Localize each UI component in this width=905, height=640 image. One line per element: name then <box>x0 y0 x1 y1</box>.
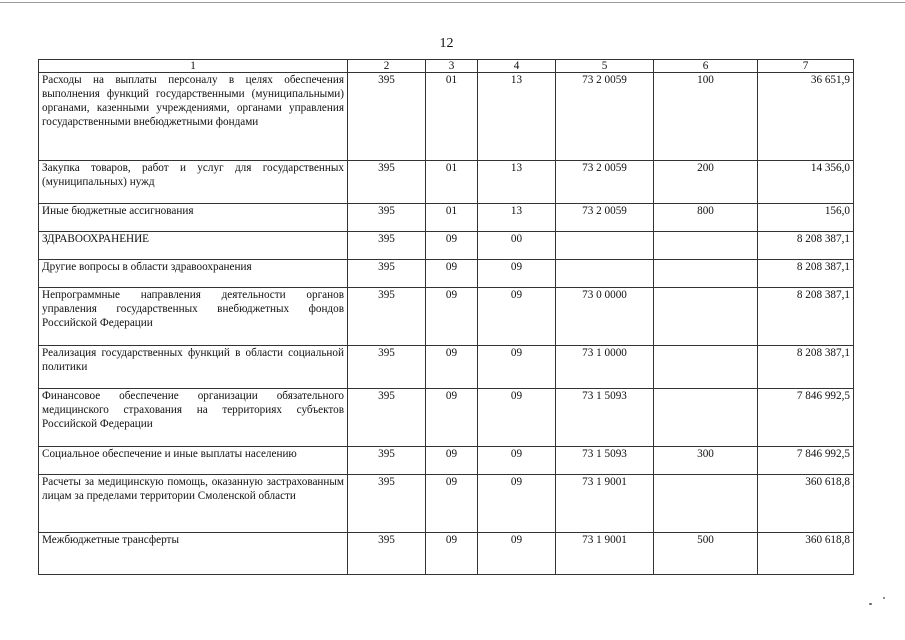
column-header: 5 <box>556 60 654 73</box>
row-subsection-code: 09 <box>478 389 556 447</box>
row-section-code: 01 <box>426 73 478 161</box>
row-ministry-code: 395 <box>348 475 426 533</box>
row-target-article <box>556 232 654 260</box>
table-row <box>39 475 854 533</box>
row-subsection-code: 09 <box>478 533 556 575</box>
row-name: Расходы на выплаты персоналу в целях обеспечения выполнения функций государственными (муниципальными) органами, казенными учреждениями, органами управления государственными внебюджетными фондами <box>39 73 348 161</box>
row-amount: 360 618,8 <box>758 533 854 575</box>
row-name: ЗДРАВООХРАНЕНИЕ <box>39 232 348 260</box>
row-expense-type: 200 <box>654 161 758 204</box>
row-ministry-code: 395 <box>348 73 426 161</box>
column-header: 3 <box>426 60 478 73</box>
row-ministry-code: 395 <box>348 447 426 475</box>
table-row <box>39 260 854 288</box>
row-section-code: 09 <box>426 346 478 389</box>
row-ministry-code: 395 <box>348 161 426 204</box>
row-subsection-code: 09 <box>478 475 556 533</box>
row-name: Другие вопросы в области здравоохранения <box>39 260 348 288</box>
row-target-article: 73 2 0059 <box>556 161 654 204</box>
row-amount: 7 846 992,5 <box>758 389 854 447</box>
row-section-code: 09 <box>426 533 478 575</box>
row-section-code: 09 <box>426 447 478 475</box>
row-ministry-code: 395 <box>348 232 426 260</box>
table-row <box>39 389 854 447</box>
page-number: 12 <box>439 36 454 51</box>
row-amount: 8 208 387,1 <box>758 232 854 260</box>
scan-speck <box>869 603 872 605</box>
row-expense-type: 100 <box>654 73 758 161</box>
row-subsection-code: 09 <box>478 346 556 389</box>
row-section-code: 09 <box>426 232 478 260</box>
row-name: Иные бюджетные ассигнования <box>39 204 348 232</box>
row-target-article: 73 1 0000 <box>556 346 654 389</box>
row-target-article: 73 2 0059 <box>556 204 654 232</box>
table-row <box>39 346 854 389</box>
row-subsection-code: 00 <box>478 232 556 260</box>
row-target-article: 73 0 0000 <box>556 288 654 346</box>
row-subsection-code: 13 <box>478 73 556 161</box>
row-name: Расчеты за медицинскую помощь, оказанную застрахованным лицам за пределами территории Смоленской области <box>39 475 348 533</box>
row-amount: 14 356,0 <box>758 161 854 204</box>
row-expense-type <box>654 288 758 346</box>
row-name: Реализация государственных функций в области социальной политики <box>39 346 348 389</box>
row-expense-type <box>654 475 758 533</box>
row-expense-type <box>654 346 758 389</box>
row-ministry-code: 395 <box>348 260 426 288</box>
row-name: Социальное обеспечение и иные выплаты населению <box>39 447 348 475</box>
row-expense-type <box>654 389 758 447</box>
row-ministry-code: 395 <box>348 204 426 232</box>
table-row <box>39 73 854 161</box>
scan-top-edge <box>0 2 905 3</box>
column-header: 6 <box>654 60 758 73</box>
row-name: Непрограммные направления деятельности органов управления государственных внебюджетных фондов Российской Федерации <box>39 288 348 346</box>
row-subsection-code: 13 <box>478 161 556 204</box>
row-section-code: 09 <box>426 260 478 288</box>
column-header: 7 <box>758 60 854 73</box>
table-row <box>39 204 854 232</box>
row-amount: 8 208 387,1 <box>758 346 854 389</box>
budget-table <box>38 59 854 575</box>
row-section-code: 09 <box>426 288 478 346</box>
row-ministry-code: 395 <box>348 389 426 447</box>
row-expense-type: 300 <box>654 447 758 475</box>
column-header: 2 <box>348 60 426 73</box>
row-subsection-code: 09 <box>478 288 556 346</box>
row-target-article: 73 1 9001 <box>556 475 654 533</box>
row-amount: 156,0 <box>758 204 854 232</box>
table-row <box>39 288 854 346</box>
row-amount: 8 208 387,1 <box>758 260 854 288</box>
column-header: 1 <box>39 60 348 73</box>
scan-speck <box>883 597 885 599</box>
table-header-row <box>39 60 854 73</box>
row-ministry-code: 395 <box>348 288 426 346</box>
row-amount: 8 208 387,1 <box>758 288 854 346</box>
row-ministry-code: 395 <box>348 533 426 575</box>
row-section-code: 01 <box>426 161 478 204</box>
row-subsection-code: 13 <box>478 204 556 232</box>
row-expense-type <box>654 260 758 288</box>
table-row <box>39 232 854 260</box>
row-name: Финансовое обеспечение организации обязательного медицинского страхования на территориях субъектов Российской Федерации <box>39 389 348 447</box>
row-subsection-code: 09 <box>478 447 556 475</box>
row-subsection-code: 09 <box>478 260 556 288</box>
row-section-code: 01 <box>426 204 478 232</box>
row-target-article: 73 1 5093 <box>556 389 654 447</box>
row-amount: 7 846 992,5 <box>758 447 854 475</box>
table-row <box>39 447 854 475</box>
row-expense-type: 800 <box>654 204 758 232</box>
row-target-article: 73 1 9001 <box>556 533 654 575</box>
row-amount: 36 651,9 <box>758 73 854 161</box>
column-header: 4 <box>478 60 556 73</box>
row-target-article: 73 1 5093 <box>556 447 654 475</box>
row-amount: 360 618,8 <box>758 475 854 533</box>
table-row <box>39 161 854 204</box>
row-section-code: 09 <box>426 389 478 447</box>
row-section-code: 09 <box>426 475 478 533</box>
row-expense-type: 500 <box>654 533 758 575</box>
row-name: Закупка товаров, работ и услуг для государственных (муниципальных) нужд <box>39 161 348 204</box>
row-name: Межбюджетные трансферты <box>39 533 348 575</box>
row-target-article <box>556 260 654 288</box>
row-ministry-code: 395 <box>348 346 426 389</box>
table-row <box>39 533 854 575</box>
row-expense-type <box>654 232 758 260</box>
row-target-article: 73 2 0059 <box>556 73 654 161</box>
